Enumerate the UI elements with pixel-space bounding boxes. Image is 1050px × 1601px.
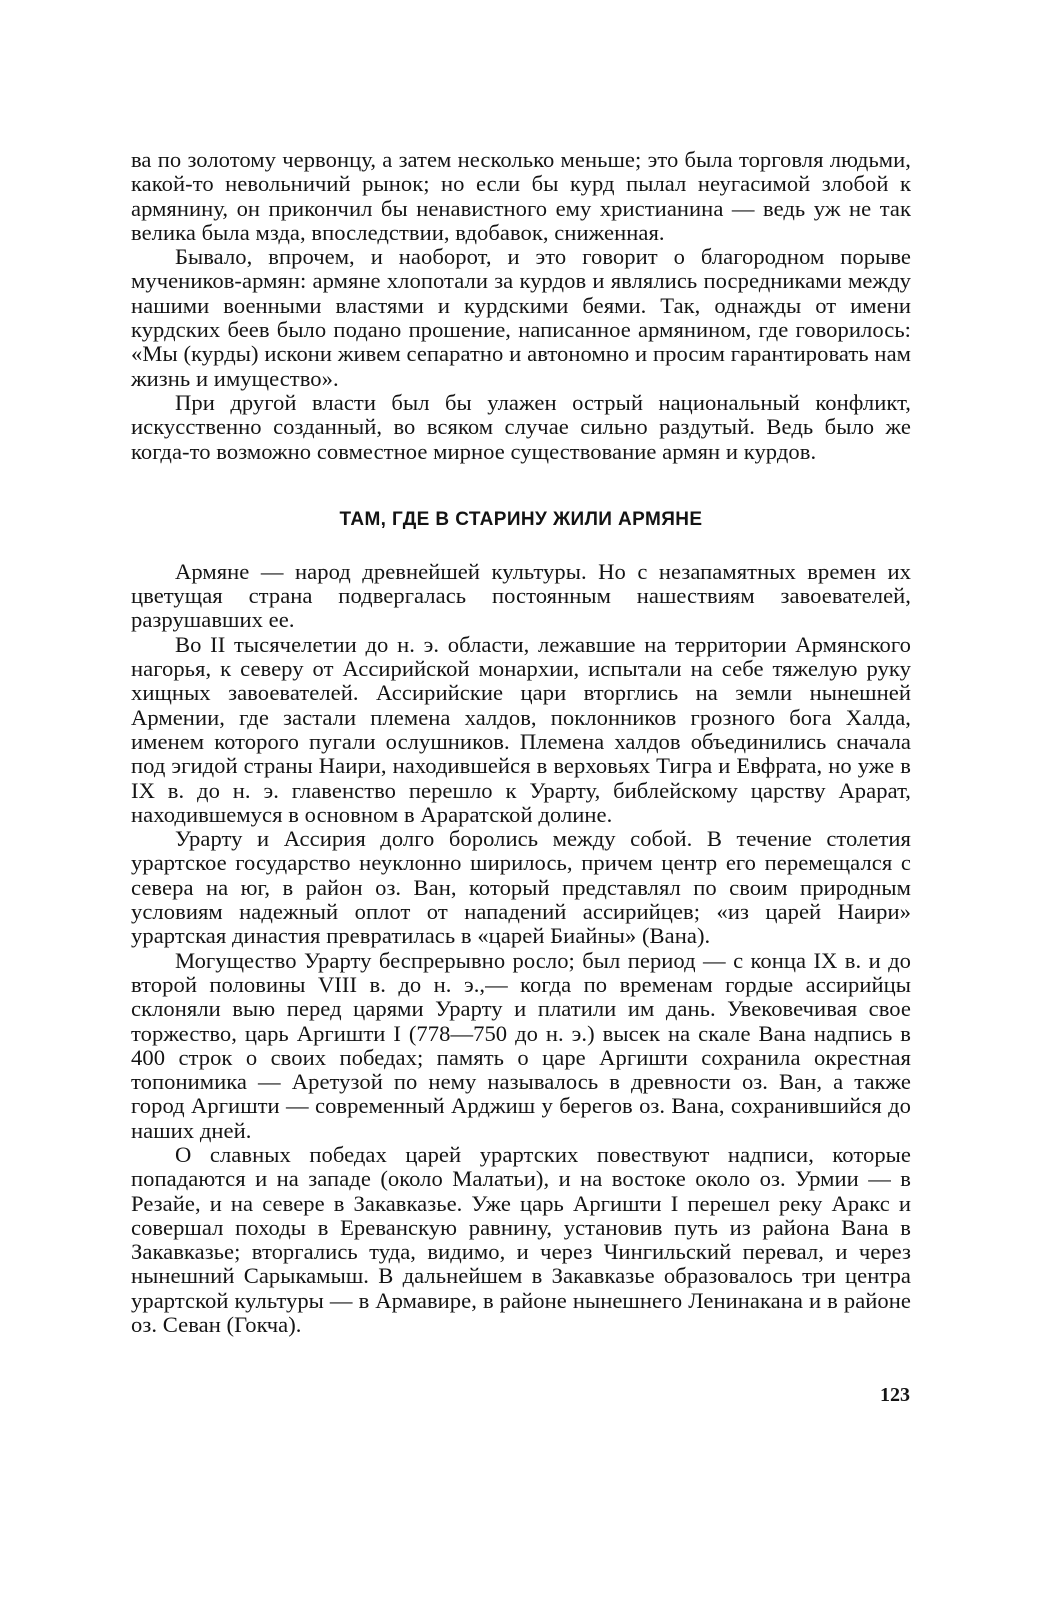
- paragraph: Армяне — народ древнейшей культуры. Но с незапамятных времен их цветущая страна подвергалась постоянным нашествиям завоевателей, разрушавших ее.: [131, 558, 911, 633]
- book-page: [131, 148, 911, 1337]
- paragraph-continuation: ва по золотому червонцу, а затем несколько меньше; это была торговля людьми, какой-то невольничий рынок; но если бы курд пылал неугасимой злобой к армянину, он прикончил бы ненавистного ему христианина — ведь уж не так велика была мзда, впоследствии, вдобавок, сниженная.: [131, 147, 911, 245]
- paragraph: Урарту и Ассирия долго боролись между собой. В течение столетия урартское государство неуклонно ширилось, причем центр его перемещался с севера на юг, в район оз. Ван, который представлял по своим природным условиям надежный оплот от нападений ассирийцев; «из царей Наири» урартская династия превратилась в «царей Биайны» (Вана).: [131, 826, 911, 949]
- paragraph: Бывало, впрочем, и наоборот, и это говорит о благородном порыве мучеников-армян: армяне хлопотали за курдов и являлись посредниками между нашими военными властями и курдскими беями. Так, однажды от имени курдских беев было подано прошение, написанное армянином, где говорилось: «Мы (курды) искони живем сепаратно и автономно и просим гарантировать нам жизнь и имущество».: [131, 244, 911, 391]
- paragraph: Могущество Урарту беспрерывно росло; был период — с конца IX в. и до второй половины VIII в. до н. э.,— когда по временам гордые ассирийцы склоняли выю перед царями Урарту и платили им дань. Увековечивая свое торжество, царь Аргишти I (778—750 до н. э.) высек на скале Вана надпись в 400 строк о своих победах; память о царе Аргишти сохранила окрестная топонимика — Аретузой по нему называлось в древности оз. Ван, а также город Аргишти — современный Арджиш у берегов оз. Вана, сохранившийся до наших дней.: [131, 947, 911, 1143]
- paragraph: О славных победах царей урартских повествуют надписи, которые попадаются и на западе (около Малатьи), и на востоке около оз. Урмии — в Резайе, и на севере в Закавказье. Уже царь Аргишти I перешел реку Аракс и совершал походы в Ереванскую равнину, установив путь из района Вана в Закавказье; вторгались туда, видимо, и через Чингильский перевал, и через нынешний Сарыкамыш. В дальнейшем в Закавказье образовалось три центра урартской культуры — в Армавире, в районе нынешнего Ленинакана и в районе оз. Севан (Гокча).: [131, 1141, 911, 1338]
- paragraph: При другой власти был бы улажен острый национальный конфликт, искусственно созданный, во всяком случае сильно раздутый. Ведь было же когда-то возможно совместное мирное существование армян и курдов.: [131, 389, 911, 464]
- section-heading: ТАМ, ГДЕ В СТАРИНУ ЖИЛИ АРМЯНЕ: [339, 508, 703, 530]
- paragraph: Во II тысячелетии до н. э. области, лежавшие на территории Армянского нагорья, к северу от Ассирийской монархии, испытали на себе тяжелую руку хищных завоевателей. Ассирийские цари вторглись на земли нынешней Армении, где застали племена халдов, поклонников грозного бога Халда, именем которого пугали ослушников. Племена халдов объединились сначала под эгидой страны Наири, находившейся в верховьях Тигра и Евфрата, но уже в IX в. до н. э. главенство перешло к Урарту, библейскому царству Арарат, находившемуся в основном в Араратской долине.: [131, 631, 911, 827]
- page-number: 123: [880, 1384, 910, 1406]
